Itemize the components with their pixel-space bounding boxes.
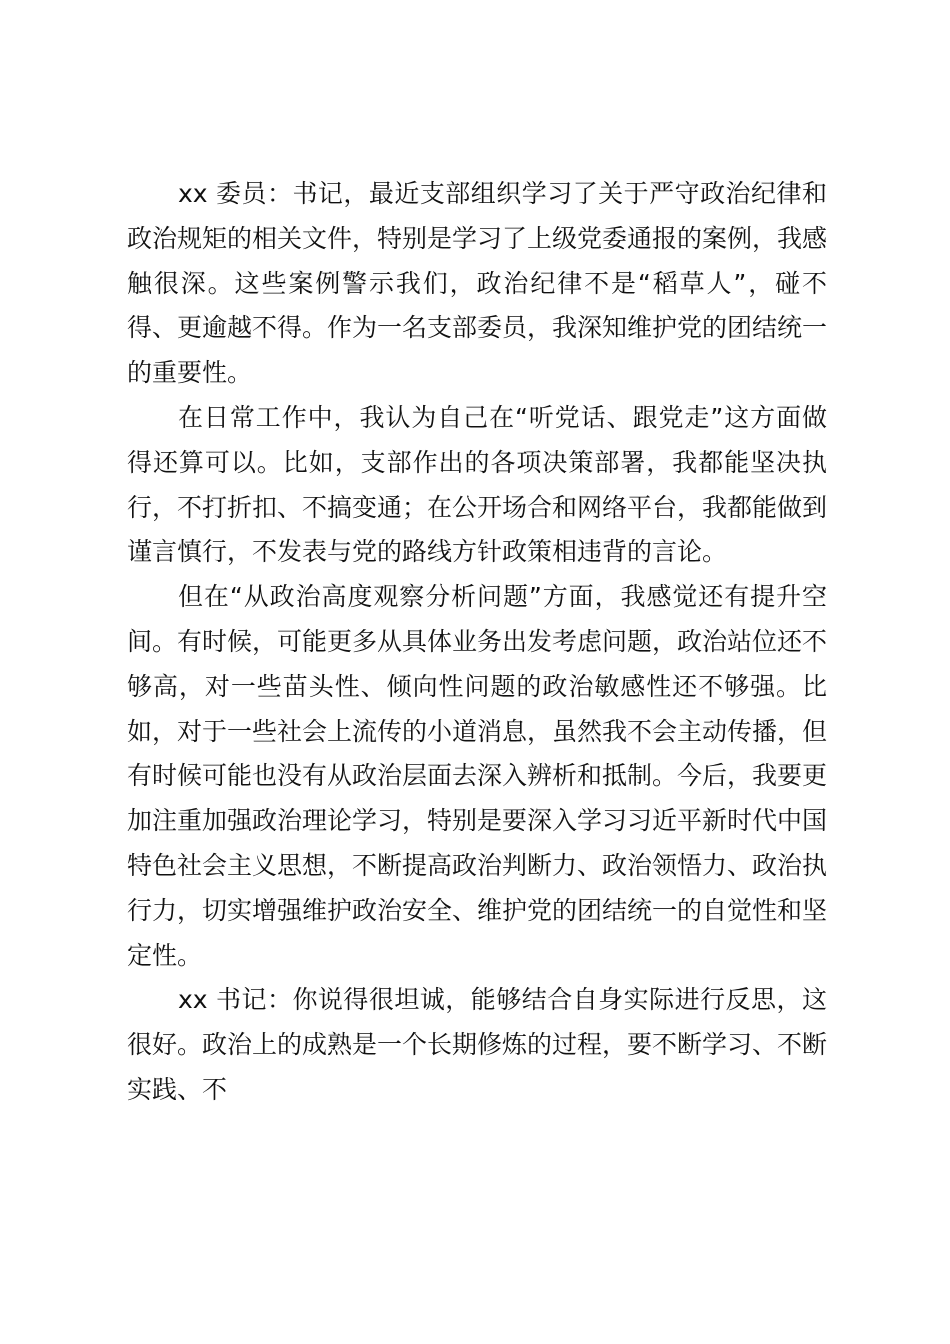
paragraph-daily-work: 在日常工作中，我认为自己在“听党话、跟党走”这方面做得还算可以。比如，支部作出的各项决策部署，我都能坚决执行，不打折扣、不搞变通；在公开场合和网络平台，我都能做到谨言慎行，不发表与党的路线方针政策相违背的言论。: [127, 402, 828, 567]
paragraph-committee-member-statement: xx 委员：书记，最近支部组织学习了关于严守政治纪律和政治规矩的相关文件，特别是学习了上级党委通报的案例，我感触很深。这些案例警示我们，政治纪律不是“稻草人”，碰不得、更逾越不得。作为一名支部委员，我深知维护党的团结统一的重要性。: [127, 179, 828, 388]
document-body: [127, 172, 827, 1113]
paragraph-improvement: 但在“从政治高度观察分析问题”方面，我感觉还有提升空间。有时候，可能更多从具体业务出发考虑问题，政治站位还不够高，对一些苗头性、倾向性问题的政治敏感性还不够强。比如，对于一些社会上流传的小道消息，虽然我不会主动传播，但有时候可能也没有从政治层面去深入辨析和抵制。今后，我要更加注重加强政治理论学习，特别是要深入学习习近平新时代中国特色社会主义思想，不断提高政治判断力、政治领悟力、政治执行力，切实增强维护政治安全、维护党的团结统一的自觉性和坚定性。: [127, 582, 828, 970]
paragraph-secretary-response: xx 书记：你说得很坦诚，能够结合自身实际进行反思，这很好。政治上的成熟是一个长期修炼的过程，要不断学习、不断实践、不: [127, 985, 828, 1104]
